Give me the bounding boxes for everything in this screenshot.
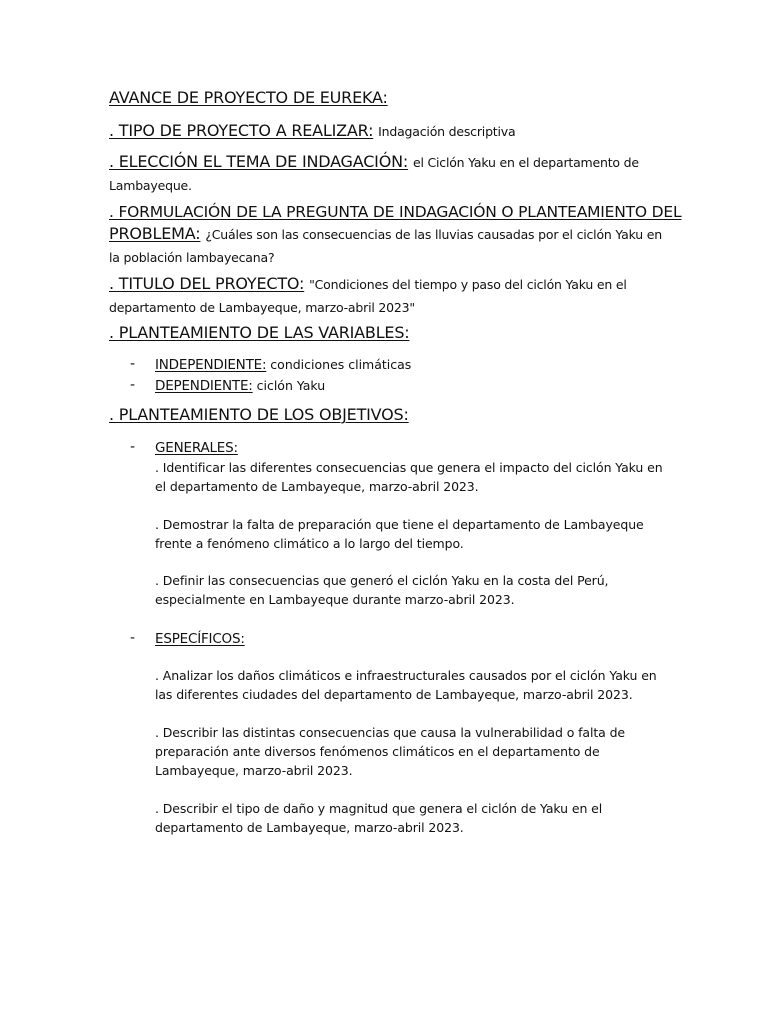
section-tipo-label: . TIPO DE PROYECTO A REALIZAR: <box>109 121 374 140</box>
dash-bullet: - <box>130 377 136 393</box>
dash-bullet: - <box>130 439 136 455</box>
objetivo-especifico-2: . Describir las distintas consecuencias que causa la vulnerabilidad o falta de preparación ante diversos fenómenos climáticos en el departamento de Lambayeque, marzo-abril 2023. <box>155 725 626 778</box>
objetivos-generales-label: GENERALES: <box>155 440 238 456</box>
objetivo-especifico-1: . Analizar los daños climáticos e infraestructurales causados por el ciclón Yaku en las diferentes ciudades del departamento de Lambayeque, marzo-abril 2023. <box>155 668 657 702</box>
variable-independiente-label: INDEPENDIENTE: <box>155 357 267 373</box>
section-titulo <box>109 273 665 319</box>
objetivo-especifico-3: . Describir el tipo de daño y magnitud que genera el ciclón de Yaku en el departamento de Lambayeque, marzo-abril 2023. <box>155 801 603 835</box>
section-formulacion-value: ¿Cuáles son las consecuencias de las lluvias causadas por el ciclón Yaku en la población lambayecana? <box>109 227 662 265</box>
dash-bullet: - <box>130 630 136 646</box>
objetivo-general-2: . Demostrar la falta de preparación que tiene el departamento de Lambayeque frente a fenómeno climático a lo largo del tiempo. <box>155 517 644 551</box>
objetivo-general-1: . Identificar las diferentes consecuencias que genera el impacto del ciclón Yaku en el departamento de Lambayeque, marzo-abril 2023. <box>155 460 663 494</box>
section-formulacion-label-line1: . FORMULACIÓN DE LA PREGUNTA DE INDAGACIÓN O PLANTEAMIENTO DEL <box>109 203 682 221</box>
section-variables-label: . PLANTEAMIENTO DE LAS VARIABLES: <box>109 323 410 342</box>
variable-dependiente-value: ciclón Yaku <box>256 378 326 393</box>
section-formulacion <box>109 201 682 269</box>
section-eleccion-value: el Ciclón Yaku en el departamento de Lambayeque. <box>109 155 639 193</box>
document-title: AVANCE DE PROYECTO DE EUREKA: <box>109 88 388 107</box>
variable-dependiente-label: DEPENDIENTE: <box>155 378 253 394</box>
section-tipo <box>109 120 665 143</box>
section-eleccion-label: . ELECCIÓN EL TEMA DE INDAGACIÓN: <box>109 152 409 171</box>
dash-bullet: - <box>130 356 136 372</box>
section-formulacion-label-line2: PROBLEMA: <box>109 224 201 243</box>
section-eleccion <box>109 151 665 197</box>
objetivo-general-3: . Definir las consecuencias que generó el ciclón Yaku en la costa del Perú, especialmente en Lambayeque durante marzo-abril 2023. <box>155 573 609 607</box>
section-titulo-value: "Condiciones del tiempo y paso del ciclón Yaku en el departamento de Lambayeque, marzo-abril 2023" <box>109 277 627 315</box>
section-titulo-label: . TITULO DEL PROYECTO: <box>109 274 305 293</box>
objetivos-especificos-label: ESPECÍFICOS: <box>155 631 245 647</box>
section-tipo-value: Indagación descriptiva <box>378 124 516 139</box>
variable-independiente-value: condiciones climáticas <box>270 357 412 372</box>
section-objetivos-label: . PLANTEAMIENTO DE LOS OBJETIVOS: <box>109 405 409 424</box>
